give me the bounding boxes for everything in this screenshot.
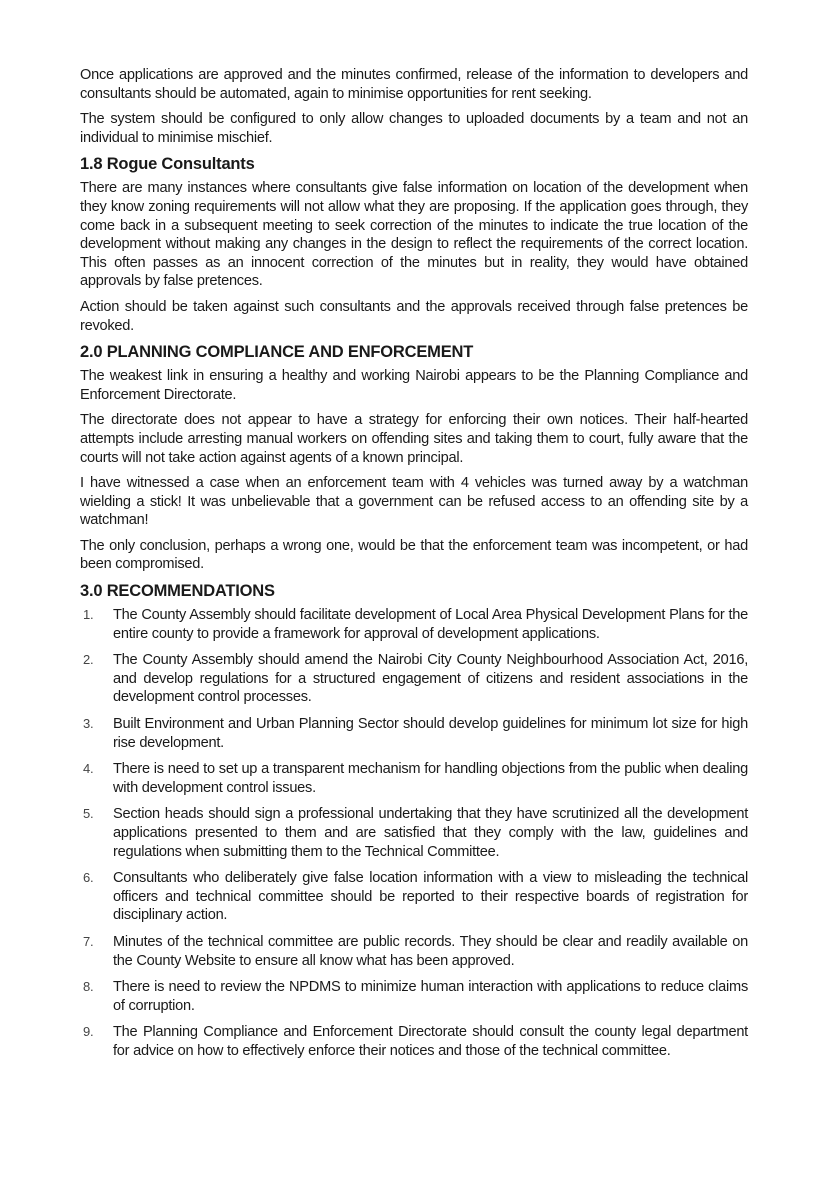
paragraph: The directorate does not appear to have a strategy for enforcing their own notices. Their half-hearted attempts include arresting manual workers on offending sites and taking them to court, fully aware that the courts will not take action against agents of a known principal. xyxy=(80,412,748,466)
recommendation-text: Consultants who deliberately give false location information with a view to misleading the technical officers and technical committee should be reported to their respective boards of registration for disciplinary action. xyxy=(113,870,748,924)
paragraph: I have witnessed a case when an enforcement team with 4 vehicles was turned away by a watchman wielding a stick! It was unbelievable that a government can be refused access to an offending site by a watchman! xyxy=(80,475,748,529)
section-heading-rogue-consultants: 1.8 Rogue Consultants xyxy=(80,155,255,174)
list-number: 8. xyxy=(83,979,94,995)
recommendation-item xyxy=(80,651,748,707)
recommendation-text: The County Assembly should amend the Nairobi City County Neighbourhood Association Act, 2016, and develop regulations for a structured engagement of citizens and resident associations in the development control processes. xyxy=(113,652,748,706)
recommendation-text: Built Environment and Urban Planning Sector should develop guidelines for minimum lot size for high rise development. xyxy=(113,716,748,751)
recommendation-text: The County Assembly should facilitate development of Local Area Physical Development Plans for the entire county to provide a framework for approval of development applications. xyxy=(113,607,748,642)
recommendation-item xyxy=(80,869,748,925)
list-number: 2. xyxy=(83,652,94,668)
recommendation-item xyxy=(80,715,748,752)
paragraph: The system should be configured to only allow changes to uploaded documents by a team and not an individual to minimise mischief. xyxy=(80,111,748,146)
section-heading-recommendations: 3.0 RECOMMENDATIONS xyxy=(80,582,275,601)
recommendation-item xyxy=(80,760,748,797)
list-number: 3. xyxy=(83,716,94,732)
list-number: 4. xyxy=(83,761,94,777)
recommendation-item xyxy=(80,978,748,1015)
list-number: 9. xyxy=(83,1024,94,1040)
list-number: 7. xyxy=(83,933,94,949)
section-heading-planning-compliance: 2.0 PLANNING COMPLIANCE AND ENFORCEMENT xyxy=(80,343,474,362)
list-number: 5. xyxy=(83,806,94,822)
recommendation-item xyxy=(80,805,748,861)
recommendation-item xyxy=(80,606,748,643)
recommendation-text: Section heads should sign a professional undertaking that they have scrutinized all the development applications presented to them and are satisfied that they comply with the law, guidelines and regulations when submitting them to the Technical Committee. xyxy=(113,806,748,860)
recommendation-item xyxy=(80,1023,748,1060)
paragraph: Once applications are approved and the minutes confirmed, release of the information to developers and consultants should be automated, again to minimise opportunities for rent seeking. xyxy=(80,67,748,102)
paragraph: The only conclusion, perhaps a wrong one, would be that the enforcement team was incompetent, or had been compromised. xyxy=(80,537,748,573)
document-page xyxy=(80,66,748,1069)
recommendation-text: Minutes of the technical committee are public records. They should be clear and readily available on the County Website to ensure all know what has been approved. xyxy=(113,933,748,969)
recommendation-item xyxy=(80,933,748,970)
list-number: 6. xyxy=(83,870,94,886)
paragraph: The weakest link in ensuring a healthy and working Nairobi appears to be the Planning Compliance and Enforcement Directorate. xyxy=(80,368,748,403)
recommendation-text: There is need to set up a transparent mechanism for handling objections from the public when dealing with development control issues. xyxy=(113,761,748,796)
paragraph: Action should be taken against such consultants and the approvals received through false pretences be revoked. xyxy=(80,298,748,334)
paragraph: There are many instances where consultants give false information on location of the development when they know zoning requirements will not allow what they are proposing. If the application goes through, they come back in a subsequent meeting to seek correction of the minutes to indicate the true location of the development without making any changes in the design to reflect the requirements of the correct location. This often passes as an innocent correction of the minutes but in reality, they would have obtained approvals by false pretences. xyxy=(80,180,748,290)
recommendations-list xyxy=(80,606,748,1060)
recommendation-text: The Planning Compliance and Enforcement Directorate should consult the county legal department for advice on how to effectively enforce their notices and those of the technical committee. xyxy=(113,1024,748,1059)
list-number: 1. xyxy=(83,607,94,623)
recommendation-text: There is need to review the NPDMS to minimize human interaction with applications to reduce claims of corruption. xyxy=(113,979,748,1014)
